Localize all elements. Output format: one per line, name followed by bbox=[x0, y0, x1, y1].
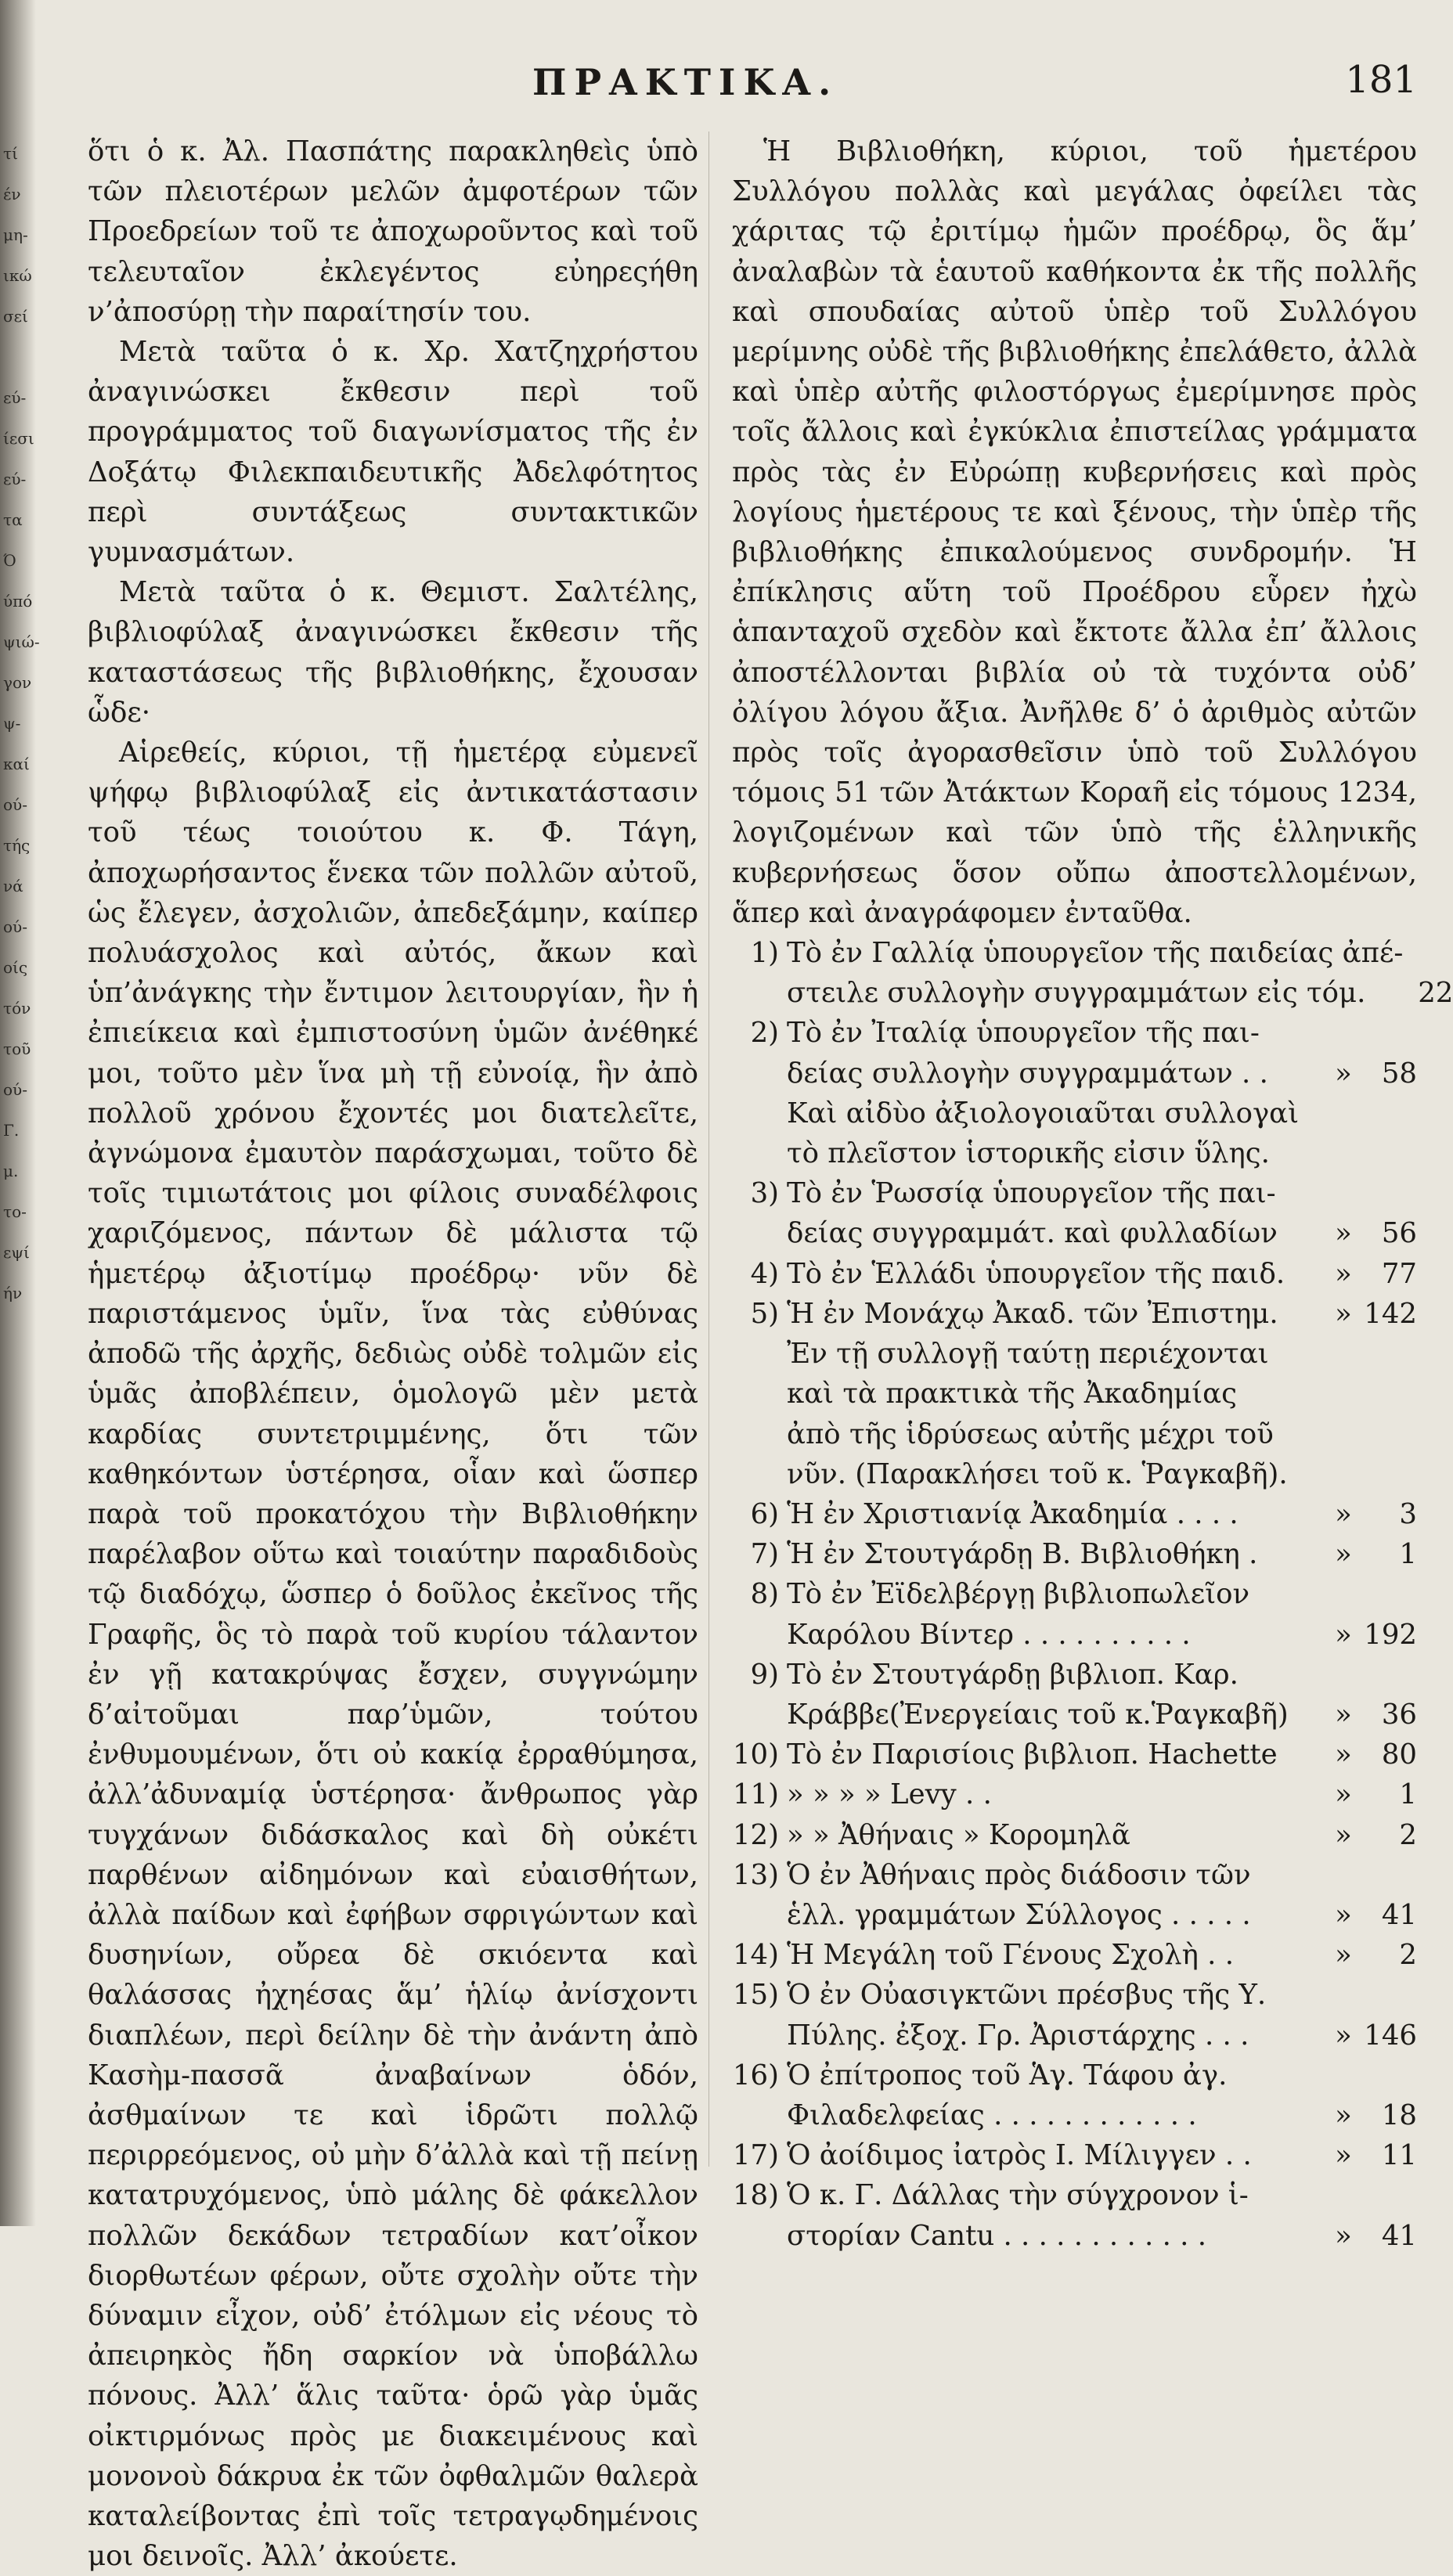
ditto-mark: » bbox=[1335, 1778, 1352, 1811]
gutter-fragment: τόν bbox=[3, 999, 31, 1018]
gutter-fragment: τα bbox=[3, 510, 23, 529]
entry-text: νῦν. (Παρακλήσει τοῦ κ. Ῥαγκαβῆ). bbox=[787, 1457, 1288, 1490]
gutter-fragment: τοῦ bbox=[3, 1039, 31, 1058]
entry-number: 17) bbox=[732, 2139, 779, 2172]
volume-count: 41 bbox=[1381, 1898, 1417, 1931]
gutter-fragment: οίς bbox=[3, 958, 28, 977]
volume-count: 1 bbox=[1399, 1778, 1417, 1811]
gutter-fragment: καί bbox=[3, 755, 30, 773]
gutter-fragment: τί bbox=[3, 144, 18, 163]
left-paragraph: Αἱρεθείς, κύριοι, τῇ ἡμετέρᾳ εὐμενεῖ ψήφῳ βιβλιοφύλαξ εἰς ἀντικατάστασιν τοῦ τέως τοιούτου κ. Φ. Τάγη, ἀποχωρήσαντος ἕνεκα τῶν πολλῶν αὐτοῦ, ὡς ἔλεγεν, ἀσχολιῶν, ἀπεδεξάμην, καίπερ πολυάσχολος καὶ αὐτός, ἄκων καὶ ὑπ’ἀνάγκης τὴν ἔντιμον λειτουργίαν, ἣν ἡ ἐπιείκεια καὶ ἐμπιστοσύνη ὑμῶν ἀνέθηκέ μοι, τοῦτο μὲν ἵνα μὴ τῇ εὐνοίᾳ, ἣν ἀπὸ πολλοῦ χρόνου ἔχοντές μοι διατελεῖτε, ἀγνώμονα ἐμαυτὸν παράσχωμαι, τοῦτο δὲ τοῖς τιμιωτάτοις μοι φίλοις συναδέλφοις χαριζόμενος, πάντων δὲ μάλιστα τῷ ἡμετέρῳ ἀξιοτίμῳ προέδρῳ· νῦν δὲ παριστάμενος ὑμῖν, ἵνα τὰς εὐθύνας ἀποδῶ τῆς ἀρχῆς, δεδιὼς οὐδὲ τολμῶν εἰς ὑμᾶς ἀποβλέπειν, ὁμολογῶ μὲν μετὰ καρδίας συντετριμμένης, ὅτι τῶν καθηκόντων ὑστέρησα, οἷαν καὶ ὥσπερ παρὰ τοῦ προκατόχου τὴν Βιβλιοθήκην παρέλαβον οὕτω καὶ τοιαύτην παραδιδοὺς τῷ διαδόχῳ, ὥσπερ ὁ δοῦλος ἐκεῖνος τῆς Γραφῆς, ὃς τὸ παρὰ τοῦ κυρίου τάλαντον ἐν γῇ κατακρύψας ἔσχεν, συγγνώμην δ’αἰτοῦμαι παρ’ὑμῶν, τούτου ἐνθυμουμένων, ὅτι οὐ κακίᾳ ἐρραθύμησα, ἀλλ’ἀδυναμίᾳ ὑστέρησα· ἄνθρωπος γὰρ τυγχάνων διδάσκαλος καὶ δὴ οὐκέτι παρθένων αἰδημόνων καὶ εὐαισθήτων, ἀλλὰ παίδων καὶ ἐφήβων σφριγώντων καὶ δυσηνίων, οὔρεα δὲ σκιόεντα καὶ θαλάσσας ἠχηέσας ἅμ’ ἡλίῳ ἀνίσχοντι διαπλέων, περὶ δείλην δὲ τὴν ἀνάντη ἀπὸ Κασὴμ-πασσᾶ ἀναβαίνων ὁδόν, ἀσθμαίνων τε καὶ ἱδρῶτι πολλῷ περιρρεόμενος, οὐ μὴν δ’ἀλλὰ καὶ τῇ πείνῃ κατατρυχόμενος, ὑπὸ μάλης δὲ φάκελλον πολλῶν δεκάδων τετραδίων κατ’οἶκον διορθωτέων φέρων, οὔτε σχολὴν οὔτε τὴν δύναμιν εἶχον, οὐδ’ ἐτόλμων εἰς νέους τὸ ἀπειρηκὸς ἤδη σαρκίον νὰ ὑποβάλλω πόνους. Ἀλλ’ ἅλις ταῦτα· ὁρῶ γὰρ ὑμᾶς οἰκτιρμόνως πρὸς με διακειμένους καὶ μονονοὺ δάκρυα ἐκ τῶν ὀφθαλμῶν θαλερὰ καταλείβοντας ἐπὶ τοῖς τετραγῳδημένοις μοι δεινοῖς. Ἀλλ’ ἀκούετε. bbox=[88, 737, 698, 2573]
ditto-mark: » bbox=[1335, 1898, 1352, 1931]
entry-text: δείας συγγραμμάτ. καὶ φυλλαδίων bbox=[787, 1217, 1278, 1250]
ditto-mark: » bbox=[1335, 2099, 1352, 2131]
donation-entry bbox=[732, 1815, 1417, 1855]
entry-number: 5) bbox=[750, 1297, 779, 1330]
volume-count: 3 bbox=[1399, 1497, 1417, 1530]
donation-entry bbox=[732, 1855, 1417, 1935]
ditto-mark: » bbox=[1335, 1257, 1352, 1290]
volume-count: 192 bbox=[1364, 1618, 1417, 1651]
gutter-fragment: έν bbox=[3, 185, 21, 204]
volume-count: 77 bbox=[1381, 1257, 1417, 1290]
donation-entry bbox=[732, 1774, 1417, 1814]
gutter-fragment: Ό bbox=[3, 551, 16, 570]
entry-text: ἑλλ. γραμμάτων Σύλλογος . . . . . bbox=[787, 1898, 1251, 1931]
entry-text: Πύλης. ἐξοχ. Γρ. Ἀριστάρχης . . . bbox=[787, 2019, 1249, 2052]
entry-number: 2) bbox=[750, 1017, 779, 1050]
entry-number: 14) bbox=[732, 1939, 779, 1972]
entry-text: Ὁ ἀοίδιμος ἰατρὸς Ι. Μίλιγγεν . . bbox=[787, 2139, 1252, 2172]
donation-entry bbox=[732, 1173, 1417, 1253]
volume-count: 41 bbox=[1381, 2219, 1417, 2252]
volume-count: 58 bbox=[1381, 1057, 1417, 1090]
gutter-fragment: ού- bbox=[3, 1080, 27, 1099]
ditto-mark: » bbox=[1335, 1297, 1352, 1330]
gutter-fragment: ύπό bbox=[3, 592, 33, 611]
page-header bbox=[94, 47, 1417, 110]
entry-number: 16) bbox=[732, 2059, 779, 2091]
entry-number: 11) bbox=[732, 1778, 779, 1811]
entry-text: στορίαν Cantu . . . . . . . . . . . . bbox=[787, 2219, 1207, 2252]
entry-number: 9) bbox=[750, 1658, 779, 1691]
ditto-mark: » bbox=[1335, 1497, 1352, 1530]
donation-entry bbox=[732, 1975, 1417, 2055]
facing-page-gutter bbox=[0, 0, 40, 2226]
gutter-fragment: μη- bbox=[3, 225, 28, 244]
donation-entry bbox=[732, 2175, 1417, 2255]
entry-text: Ἡ ἐν Χριστιανίᾳ Ἀκαδημία . . . . bbox=[787, 1497, 1238, 1530]
entry-text: Τὸ ἐν Στουτγάρδῃ βιβλιοπ. Καρ. bbox=[787, 1658, 1238, 1691]
left-paragraph: ὅτι ὁ κ. Ἀλ. Πασπάτης παρακληθεὶς ὑπὸ τῶν πλειοτέρων μελῶν ἀμφοτέρων τῶν Προεδρείων τοῦ τε ἀποχωροῦντος καὶ τοῦ τελευταῖον ἐκλεγέντος εὐηρεςήθη ν’ἀποσύρῃ τὴν παραίτησίν του. bbox=[88, 135, 698, 328]
entry-number: 13) bbox=[732, 1858, 779, 1891]
entry-text: Καὶ αἰδὺο ἀξιολογοιαῦται συλλογαὶ bbox=[787, 1097, 1300, 1129]
gutter-fragment: εύ- bbox=[3, 388, 27, 407]
entry-text: ἀπὸ τῆς ἱδρύσεως αὐτῆς μέχρι τοῦ bbox=[787, 1418, 1274, 1450]
ditto-mark: » bbox=[1335, 2139, 1352, 2172]
right-column bbox=[732, 132, 1453, 2256]
running-head: ΠΡΑΚΤΙΚΑ. bbox=[532, 61, 839, 103]
ditto-mark: » bbox=[1335, 2219, 1352, 2252]
right-intro-paragraph: Ἡ Βιβλιοθήκη, κύριοι, τοῦ ἡμετέρου Συλλόγου πολλὰς καὶ μεγάλας ὀφείλει τὰς χάριτας τῷ ἐριτίμῳ ἡμῶν προέδρῳ, ὃς ἅμ’ ἀναλαβὼν τὰ ἑαυτοῦ καθήκοντα ἐκ τῆς πολλῆς καὶ σπουδαίας αὐτοῦ ὑπὲρ τοῦ Συλλόγου μερίμνης οὐδὲ τῆς βιβλιοθήκης ἐπελάθετο, ἀλλὰ καὶ ὑπὲρ αὐτῆς φιλοστόργως ἐμερίμνησε πρὸς τοῖς ἄλλοις καὶ ἐγκύκλια ἐπιστείλας γράμματα πρὸς τὰς ἐν Εὐρώπῃ κυβερνήσεις καὶ πρὸς λογίους ἡμετέρους τε καὶ ξένους, τὴν ὑπὲρ τῆς βιβλιοθήκης ἐπικαλούμενος συνδρομήν. Ἡ ἐπίκλησις αὕτη τοῦ Προέδρου εὗρεν ἠχὼ ἁπανταχοῦ σχεδὸν καὶ ἔκτοτε ἄλλα ἐπ’ ἄλλοις ἀποστέλλονται βιβλία οὐ τὰ τυχόντα οὐδ’ ὀλίγου λόγου ἄξια. Ἀνῆλθε δ’ ὁ ἀριθμὸς αὐτῶν πρὸς τοῖς ἀγορασθεῖσιν ὑπὸ τοῦ Συλλόγου τόμοις 51 τῶν Ἀτάκτων Κοραῆ εἰς τόμους 1234, λογιζομένων καὶ τῶν ὑπὸ τῆς ἑλληνικῆς κυβερνήσεως ὅσον οὔπω ἀποστελλομένων, ἅπερ καὶ ἀναγράφομεν ἐνταῦθα. bbox=[732, 135, 1417, 929]
entry-text: Ἡ Μεγάλη τοῦ Γένους Σχολὴ . . bbox=[787, 1939, 1234, 1972]
ditto-mark: » bbox=[1335, 1217, 1352, 1250]
gutter-fragment: νά bbox=[3, 877, 23, 895]
gutter-fragment: ψ- bbox=[3, 714, 21, 733]
entry-text: Τὸ ἐν Ἐϊδελβέργῃ βιβλιοπωλεῖον bbox=[787, 1578, 1250, 1611]
ditto-mark: » bbox=[1335, 1057, 1352, 1090]
ditto-mark: » bbox=[1335, 2019, 1352, 2052]
gutter-fragment: τής bbox=[3, 836, 31, 855]
entry-text: » » Ἀθήναις » Κορομηλᾶ bbox=[787, 1818, 1130, 1851]
donation-entry bbox=[732, 2055, 1417, 2135]
gutter-fragment bbox=[3, 337, 34, 377]
volume-count: 80 bbox=[1381, 1738, 1417, 1771]
volume-count: 56 bbox=[1381, 1217, 1417, 1250]
donation-entry bbox=[732, 2135, 1417, 2175]
gutter-fragment: ικώ bbox=[3, 266, 32, 285]
entry-text: καὶ τὰ πρακτικὰ τῆς Ἀκαδημίας bbox=[787, 1378, 1237, 1410]
entry-text: Φιλαδελφείας . . . . . . . . . . . . bbox=[787, 2099, 1197, 2131]
gutter-fragment: ού- bbox=[3, 917, 27, 936]
gutter-fragment: ήν bbox=[3, 1284, 23, 1302]
volume-count: 18 bbox=[1381, 2099, 1417, 2131]
left-paragraph: Μετὰ ταῦτα ὁ κ. Χρ. Χατζηχρήστου ἀναγινώσκει ἔκθεσιν περὶ τοῦ προγράμματος τοῦ διαγωνίσματος τῆς ἐν Δοξάτῳ Φιλεκπαιδευτικῆς Ἀδελφότητος περὶ συντάξεως συντακτικῶν γυμνασμάτων. bbox=[88, 336, 698, 569]
entry-text: Τὸ ἐν Ἰταλίᾳ ὑπουργεῖον τῆς παι- bbox=[787, 1017, 1260, 1050]
entry-text: Ὁ ἐν Ἀθήναις πρὸς διάδοσιν τῶν bbox=[787, 1858, 1251, 1891]
donation-entry bbox=[732, 1494, 1417, 1534]
volume-count: 1 bbox=[1399, 1538, 1417, 1571]
left-column bbox=[88, 132, 698, 2576]
entry-text: Ἡ ἐν Μονάχῳ Ἀκαδ. τῶν Ἐπιστημ. bbox=[787, 1297, 1278, 1330]
entry-number: 1) bbox=[750, 937, 779, 970]
volume-count: 2 bbox=[1399, 1818, 1417, 1851]
volume-count: 2 bbox=[1399, 1939, 1417, 1972]
entry-text: » » » » Levy . . bbox=[787, 1778, 992, 1811]
volume-count: 36 bbox=[1381, 1698, 1417, 1731]
entry-text: Ἡ ἐν Στουτγάρδῃ Β. Βιβλιοθήκη . bbox=[787, 1538, 1258, 1571]
entry-text: Τὸ ἐν Ῥωσσίᾳ ὑπουργεῖον τῆς παι- bbox=[787, 1177, 1276, 1210]
volume-count: 146 bbox=[1364, 2019, 1417, 2052]
entry-text: Καρόλου Βίντερ . . . . . . . . . . bbox=[787, 1618, 1191, 1651]
entry-text: Κράββε(Ἐνεργείαις τοῦ κ.Ῥαγκαβῆ) bbox=[787, 1698, 1289, 1731]
volume-count: 142 bbox=[1364, 1297, 1417, 1330]
donation-entry bbox=[732, 1294, 1417, 1494]
gutter-fragment: γον bbox=[3, 673, 32, 692]
entry-number: 18) bbox=[732, 2179, 779, 2212]
entry-number: 7) bbox=[750, 1538, 779, 1571]
volume-count: 22 bbox=[1418, 977, 1453, 1010]
gutter-fragment: εύ- bbox=[3, 470, 27, 488]
ditto-mark: » bbox=[1335, 1738, 1352, 1771]
gutter-text-fragments bbox=[3, 133, 40, 1313]
entry-number: 10) bbox=[732, 1738, 779, 1771]
donation-entry bbox=[732, 933, 1453, 1013]
donation-entry bbox=[732, 1935, 1417, 1975]
donation-entry bbox=[732, 1013, 1417, 1173]
entry-text: Τὸ ἐν Ἑλλάδι ὑπουργεῖον τῆς παιδ. bbox=[787, 1257, 1285, 1290]
ditto-mark: » bbox=[1335, 1939, 1352, 1972]
entry-text: Ὁ ἐν Οὐασιγκτῶνι πρέσβυς τῆς Υ. bbox=[787, 1979, 1267, 2012]
gutter-fragment: σεί bbox=[3, 307, 28, 326]
gutter-fragment: το- bbox=[3, 1202, 27, 1221]
ditto-mark: » bbox=[1335, 1538, 1352, 1571]
entry-number: 8) bbox=[750, 1578, 779, 1611]
left-paragraph: Μετὰ ταῦτα ὁ κ. Θεμιστ. Σαλτέλης, βιβλιοφύλαξ ἀναγινώσκει ἔκθεσιν τῆς καταστάσεως τῆς βιβλιοθήκης, ἔχουσαν ὧδε· bbox=[88, 576, 698, 729]
gutter-fragment: Γ. bbox=[3, 1121, 20, 1140]
column-divider bbox=[708, 132, 709, 2167]
entry-number: 3) bbox=[750, 1177, 779, 1210]
entry-number: 15) bbox=[732, 1979, 779, 2012]
donation-entry bbox=[732, 1735, 1417, 1774]
ditto-mark: » bbox=[1335, 1818, 1352, 1851]
entry-text: στειλε συλλογὴν συγγραμμάτων εἰς τόμ. bbox=[787, 977, 1366, 1010]
gutter-fragment: εψί bbox=[3, 1243, 30, 1262]
entry-number: 4) bbox=[750, 1257, 779, 1290]
donation-entry bbox=[732, 1254, 1417, 1294]
entry-text: δείας συλλογὴν συγγραμμάτων . . bbox=[787, 1057, 1268, 1090]
ditto-mark: » bbox=[1335, 1618, 1352, 1651]
entry-text: Τὸ ἐν Παρισίοις βιβλιοπ. Hachette bbox=[787, 1738, 1278, 1771]
donation-entry bbox=[732, 1534, 1417, 1574]
volume-count: 11 bbox=[1381, 2139, 1417, 2172]
entry-number: 6) bbox=[750, 1497, 779, 1530]
library-donation-list bbox=[732, 933, 1453, 2256]
entry-number: 12) bbox=[732, 1818, 779, 1851]
gutter-fragment: ψιώ- bbox=[3, 632, 40, 651]
entry-text: Ὁ ἐπίτροπος τοῦ Ἁγ. Τάφου ἀγ. bbox=[787, 2059, 1228, 2091]
entry-text: Ἐν τῇ συλλογῇ ταύτῃ περιέχονται bbox=[787, 1338, 1269, 1371]
donation-entry bbox=[732, 1574, 1417, 1654]
gutter-fragment: ού- bbox=[3, 795, 27, 814]
gutter-fragment: μ. bbox=[3, 1162, 19, 1180]
gutter-fragment: ίεσι bbox=[3, 429, 34, 448]
entry-text: Τὸ ἐν Γαλλίᾳ ὑπουργεῖον τῆς παιδείας ἀπέ- bbox=[787, 937, 1404, 970]
entry-text: τὸ πλεῖστον ἱστορικῆς εἰσιν ὕλης. bbox=[787, 1137, 1270, 1170]
ditto-mark: » bbox=[1335, 1698, 1352, 1731]
entry-text: Ὁ κ. Γ. Δάλλας τὴν σύγχρονον ἱ- bbox=[787, 2179, 1249, 2212]
page-number: 181 bbox=[1345, 58, 1417, 102]
donation-entry bbox=[732, 1655, 1417, 1735]
